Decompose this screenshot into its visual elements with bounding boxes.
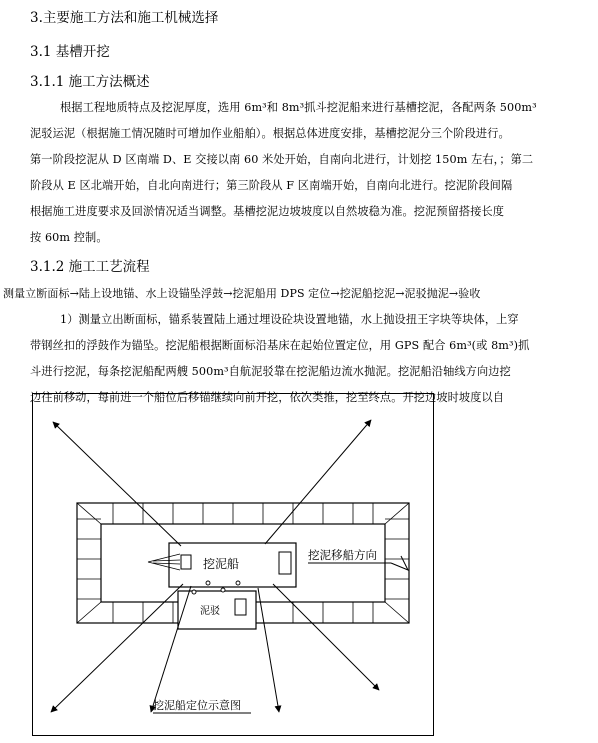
process-flow-line: 测量立断面标→陆上设地锚、水上设锚坠浮鼓→挖泥船用 DPS 定位→挖泥船挖泥→泥驳抛泥→验收: [3, 287, 481, 300]
paragraph-line: 根据施工进度要求及回淤情况适当调整。基槽挖泥边坡坡度以自然坡稳为准。挖泥预留搭接长度: [30, 205, 505, 218]
paragraph-line: 带钢丝扣的浮鼓作为锚坠。挖泥船根据断面标沿基床在起始位置定位，用 GPS 配合 6m³(或 8m³)抓: [30, 339, 530, 352]
paragraph-line: 边往前移动，每前进一个船位后移锚继续向前开挖，依次类推，挖至终点。开挖边坡时坡度以自: [30, 391, 505, 404]
paragraph-line: 1）测量立出断面标，锚系装置陆上通过埋设砼块设置地锚，水上抛设扭王字块等块体，上穿: [60, 313, 519, 326]
paragraph-line: 根据工程地质特点及挖泥厚度，选用 6m³和 8m³抓斗挖泥船来进行基槽挖泥，各配两条 500m³: [60, 101, 537, 114]
move-direction-label: 挖泥移船方向: [308, 548, 377, 562]
section-heading-3-1-1: 3.1.1 施工方法概述: [30, 74, 150, 90]
barge-label: 泥驳: [200, 606, 220, 617]
dredger-label: 挖泥船: [203, 557, 240, 571]
section-heading-3: 3.主要施工方法和施工机械选择: [30, 10, 219, 26]
paragraph-line: 第一阶段挖泥从 D 区南端 D、E 交接以南 60 米处开始，自南向北进行，计划挖 150m 左右，；第二: [30, 153, 534, 166]
paragraph-line: 阶段从 E 区北端开始，自北向南进行；第三阶段从 F 区南端开始，自南向北进行。挖泥阶段间隔: [30, 179, 513, 192]
dredger-positioning-diagram: [32, 393, 434, 736]
figure-caption: 挖泥船定位示意图: [153, 699, 241, 712]
paragraph-line: 泥驳运泥（根据施工情况随时可增加作业船舶）。根据总体进度安排，基槽挖泥分三个阶段进行。: [30, 127, 510, 140]
dredger-grab: [181, 555, 191, 569]
paragraph-line: 斗进行挖泥，每条挖泥船配两艘 500m³自航泥驳靠在挖泥船边流水抛泥。挖泥船沿轴线方向边挖: [30, 365, 511, 378]
barge-cabin: [235, 599, 246, 615]
diagram-svg: [33, 394, 433, 735]
section-heading-3-1: 3.1 基槽开挖: [30, 44, 110, 60]
direction-arrow-icon: [391, 556, 408, 570]
paragraph-line: 按 60m 控制。: [30, 231, 108, 244]
dredger-cabin: [279, 552, 291, 574]
section-heading-3-1-2: 3.1.2 施工工艺流程: [30, 259, 150, 275]
